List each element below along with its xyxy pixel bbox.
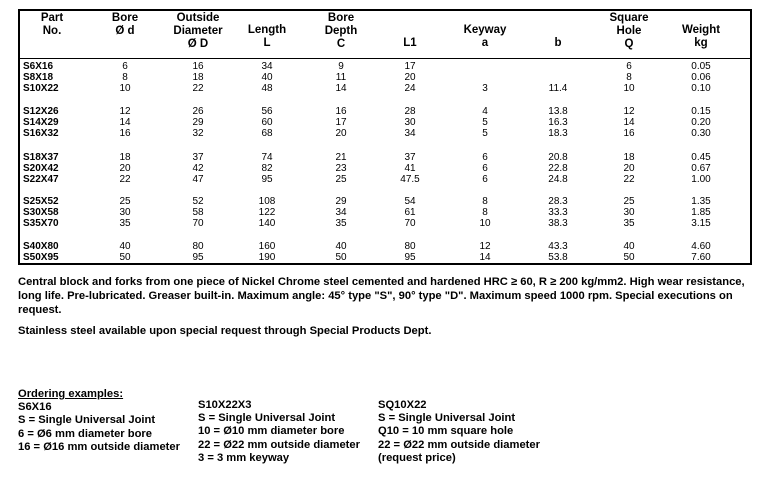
table-row	[20, 83, 750, 95]
column-header-od	[163, 12, 233, 51]
cell-length: 34	[261, 61, 273, 72]
cell-depth: 16	[335, 106, 347, 117]
part-number: S30X58	[23, 207, 59, 219]
cell-od: 26	[192, 106, 204, 117]
cell-keyway: 4	[482, 106, 488, 117]
table-row	[20, 196, 750, 208]
cell-bore: 10	[119, 83, 131, 95]
table-row	[20, 152, 750, 164]
cell-od: 18	[192, 72, 204, 84]
column-header-part	[22, 12, 82, 38]
cell-keyway: 6	[482, 152, 488, 163]
cell-sq: 30	[623, 207, 635, 219]
cell-keyway: 6	[482, 163, 488, 175]
column-header-l1	[385, 37, 435, 50]
column-header-text: Ø d	[115, 25, 135, 37]
cell-weight: 0.20	[691, 117, 711, 129]
ordering-example-1	[18, 388, 180, 454]
cell-b: 33.3	[548, 207, 568, 219]
cell-bore: 16	[119, 128, 131, 140]
cell-keyway: 12	[479, 241, 491, 252]
column-header-text: Bore	[111, 12, 139, 24]
cell-b: 20.8	[548, 152, 568, 163]
cell-l1: 28	[404, 106, 416, 117]
column-header-depth	[311, 12, 371, 51]
cell-length: 48	[261, 83, 273, 95]
column-header-sq	[599, 12, 659, 51]
cell-sq: 20	[623, 163, 635, 175]
cell-sq: 25	[623, 196, 635, 207]
cell-l1: 41	[404, 163, 416, 175]
table-row	[20, 106, 750, 118]
cell-depth: 40	[335, 241, 347, 252]
cell-keyway: 8	[482, 207, 488, 219]
cell-bore: 6	[122, 61, 128, 72]
column-header-text: C	[336, 38, 346, 50]
column-header-text: L	[263, 37, 271, 49]
cell-weight: 4.60	[691, 241, 711, 252]
column-header-text: L1	[403, 37, 417, 49]
cell-od: 80	[192, 241, 204, 252]
cell-weight: 1.00	[691, 174, 711, 186]
part-number: S12X26	[23, 106, 59, 117]
cell-l1: 37	[404, 152, 416, 163]
example-line: S = Single Universal Joint	[378, 412, 516, 425]
example-line: 10 = Ø10 mm diameter bore	[198, 425, 345, 438]
cell-l1: 34	[404, 128, 416, 140]
cell-length: 40	[261, 72, 273, 84]
column-header-text: Diameter	[173, 25, 223, 37]
cell-bore: 8	[122, 72, 128, 84]
cell-sq: 10	[623, 83, 635, 95]
table-row	[20, 174, 750, 186]
example-line: S = Single Universal Joint	[198, 412, 336, 425]
cell-depth: 14	[335, 83, 347, 95]
example-line: 6 = Ø6 mm diameter bore	[18, 427, 152, 440]
cell-keyway: 5	[482, 128, 488, 140]
cell-weight: 3.15	[691, 218, 711, 230]
cell-b: 16.3	[548, 117, 568, 129]
cell-od: 29	[192, 117, 204, 129]
column-header-text: Weight	[681, 24, 721, 36]
cell-l1: 95	[404, 252, 416, 264]
example-line: (request price)	[378, 451, 456, 464]
cell-depth: 9	[338, 61, 344, 72]
table-row	[20, 128, 750, 140]
description-line: Central block and forks from one piece of Nickel Chrome steel cemented and hardened HRC ≥ 60, R ≥ 200 kg/mm2. High wear resistance,	[18, 276, 745, 288]
cell-bore: 12	[119, 106, 131, 117]
cell-weight: 7.60	[691, 252, 711, 264]
cell-sq: 22	[623, 174, 635, 186]
cell-b: 28.3	[548, 196, 568, 207]
cell-weight: 1.85	[691, 207, 711, 219]
table-row	[20, 61, 750, 73]
table-row	[20, 72, 750, 84]
column-header-text: Hole	[616, 25, 642, 37]
cell-b: 13.8	[548, 106, 568, 117]
cell-bore: 40	[119, 241, 131, 252]
cell-sq: 8	[626, 72, 632, 84]
cell-sq: 12	[623, 106, 635, 117]
table-row	[20, 241, 750, 253]
cell-l1: 61	[404, 207, 416, 219]
ordering-example-2	[198, 399, 360, 465]
cell-keyway: 6	[482, 174, 488, 186]
cell-weight: 0.15	[691, 106, 711, 117]
column-header-text: Depth	[324, 25, 358, 37]
cell-length: 74	[261, 152, 273, 163]
column-header-text: Q	[624, 38, 634, 50]
ordering-heading: Ordering examples:	[18, 388, 124, 400]
part-number: S8X18	[23, 72, 54, 84]
cell-keyway: 3	[482, 83, 488, 95]
cell-depth: 34	[335, 207, 347, 219]
cell-l1: 24	[404, 83, 416, 95]
example-line: 22 = Ø22 mm outside diameter	[198, 438, 360, 451]
table-row	[20, 218, 750, 230]
column-header-text: b	[554, 37, 562, 49]
description-line: request.	[18, 304, 62, 316]
cell-l1: 80	[404, 241, 416, 252]
example-line: Q10 = 10 mm square hole	[378, 425, 514, 438]
cell-keyway: 5	[482, 117, 488, 129]
column-header-keyway	[455, 24, 515, 50]
cell-length: 95	[261, 174, 273, 186]
example-line: 3 = 3 mm keyway	[198, 451, 290, 464]
spec-table	[18, 9, 752, 265]
cell-length: 122	[258, 207, 276, 219]
cell-b: 11.4	[548, 83, 568, 95]
cell-depth: 17	[335, 117, 347, 129]
cell-length: 160	[258, 241, 276, 252]
cell-length: 190	[258, 252, 276, 264]
cell-od: 95	[192, 252, 204, 264]
part-number: S18X37	[23, 152, 59, 163]
column-header-text: Length	[247, 24, 287, 36]
cell-depth: 50	[335, 252, 347, 264]
column-header-length	[237, 24, 297, 50]
cell-l1: 30	[404, 117, 416, 129]
column-header-text: Ø D	[187, 38, 209, 50]
column-header-bore	[100, 12, 150, 38]
cell-weight: 0.06	[691, 72, 711, 84]
cell-b: 53.8	[548, 252, 568, 264]
table-row	[20, 207, 750, 219]
cell-sq: 14	[623, 117, 635, 129]
cell-keyway: 14	[479, 252, 491, 264]
cell-l1: 54	[404, 196, 416, 207]
cell-bore: 35	[119, 218, 131, 230]
part-number: S10X22	[23, 83, 59, 95]
column-header-b	[528, 37, 588, 50]
table-row	[20, 163, 750, 175]
cell-length: 140	[258, 218, 276, 230]
cell-sq: 6	[626, 61, 632, 72]
part-number: S14X29	[23, 117, 59, 129]
cell-l1: 20	[404, 72, 416, 84]
cell-bore: 20	[119, 163, 131, 175]
cell-od: 58	[192, 207, 204, 219]
cell-l1: 47.5	[400, 174, 420, 186]
example-line: S10X22X3	[198, 399, 252, 411]
cell-length: 82	[261, 163, 273, 175]
cell-depth: 25	[335, 174, 347, 186]
table-row	[20, 252, 750, 264]
cell-bore: 22	[119, 174, 131, 186]
cell-weight: 0.45	[691, 152, 711, 163]
part-number: S6X16	[23, 61, 54, 72]
column-header-text: Part	[40, 12, 64, 24]
cell-l1: 17	[404, 61, 416, 72]
column-header-text: kg	[694, 37, 708, 49]
column-header-text: Keyway	[463, 24, 507, 36]
example-line: SQ10X22	[378, 399, 427, 411]
cell-b: 38.3	[548, 218, 568, 230]
example-line: 22 = Ø22 mm outside diameter	[378, 438, 540, 451]
cell-od: 52	[192, 196, 204, 207]
cell-bore: 50	[119, 252, 131, 264]
cell-weight: 1.35	[691, 196, 711, 207]
cell-weight: 0.05	[691, 61, 711, 72]
cell-keyway: 10	[479, 218, 491, 230]
cell-sq: 18	[623, 152, 635, 163]
cell-depth: 29	[335, 196, 347, 207]
cell-weight: 0.67	[691, 163, 711, 175]
part-number: S40X80	[23, 241, 59, 252]
cell-bore: 30	[119, 207, 131, 219]
cell-od: 22	[192, 83, 204, 95]
cell-bore: 14	[119, 117, 131, 129]
cell-length: 56	[261, 106, 273, 117]
cell-l1: 70	[404, 218, 416, 230]
description-line: long life. Pre-lubricated. Greaser built-in. Maximum angle: 45° type "S", 90° type "D". Maximum speed 1000 rpm. Special executions on	[18, 290, 733, 302]
example-line: S = Single Universal Joint	[18, 414, 156, 427]
example-line: 16 = Ø16 mm outside diameter	[18, 440, 180, 453]
part-number: S25X52	[23, 196, 59, 207]
cell-depth: 21	[335, 152, 347, 163]
column-header-text: Outside	[176, 12, 220, 24]
cell-length: 60	[261, 117, 273, 129]
column-header-text: Square	[609, 12, 649, 24]
table-row	[20, 117, 750, 129]
cell-length: 108	[258, 196, 276, 207]
cell-weight: 0.30	[691, 128, 711, 140]
part-number: S50X95	[23, 252, 59, 264]
ordering-example-3	[378, 399, 540, 465]
part-number: S16X32	[23, 128, 59, 140]
cell-sq: 35	[623, 218, 635, 230]
cell-b: 22.8	[548, 163, 568, 175]
cell-length: 68	[261, 128, 273, 140]
part-number: S20X42	[23, 163, 59, 175]
cell-od: 16	[192, 61, 204, 72]
cell-bore: 18	[119, 152, 131, 163]
cell-od: 70	[192, 218, 204, 230]
part-number: S35X70	[23, 218, 59, 230]
header-divider	[20, 58, 750, 59]
cell-depth: 11	[335, 72, 347, 84]
cell-b: 24.8	[548, 174, 568, 186]
cell-weight: 0.10	[691, 83, 711, 95]
cell-od: 42	[192, 163, 204, 175]
cell-bore: 25	[119, 196, 131, 207]
cell-sq: 40	[623, 241, 635, 252]
cell-od: 32	[192, 128, 204, 140]
description-text	[18, 275, 748, 317]
stainless-note: Stainless steel available upon special request through Special Products Dept.	[18, 325, 432, 337]
part-number: S22X47	[23, 174, 59, 186]
cell-depth: 35	[335, 218, 347, 230]
column-header-text: Bore	[327, 12, 355, 24]
cell-keyway: 8	[482, 196, 488, 207]
cell-sq: 50	[623, 252, 635, 264]
cell-depth: 23	[335, 163, 347, 175]
example-line: S6X16	[18, 401, 52, 414]
column-header-text: a	[481, 37, 489, 49]
cell-b: 18.3	[548, 128, 568, 140]
column-header-weight	[671, 24, 731, 50]
cell-od: 47	[192, 174, 204, 186]
cell-od: 37	[192, 152, 204, 163]
cell-sq: 16	[623, 128, 635, 140]
cell-depth: 20	[335, 128, 347, 140]
column-header-text: No.	[42, 25, 62, 37]
cell-b: 43.3	[548, 241, 568, 252]
